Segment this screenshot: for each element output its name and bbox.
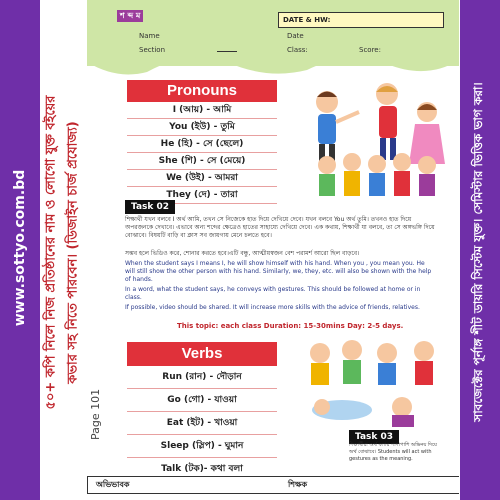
- worksheet-page: [87, 0, 459, 500]
- pronoun-item: She (শি) - সে (মেয়ে): [127, 153, 277, 170]
- verb-item: Go (গো) - যাওয়া: [127, 389, 277, 412]
- score-label: Score:: [359, 46, 381, 54]
- verbs-list: [127, 366, 277, 481]
- task-02-label: Task 02: [125, 200, 175, 214]
- verb-item: Sleep (স্লিপ) - ঘুমান: [127, 435, 277, 458]
- pronoun-item: I (আয়) - আমি: [127, 102, 277, 119]
- kids-group-illustration: [312, 150, 442, 200]
- task-02-english-instructions-3: If possible, video should be shared. It will increase more skills with the advice of friends, relatives.: [125, 304, 420, 311]
- task-02-english-instructions-2: In a word, what the student says, he conveys with gestures. This should be followed at home or in class.: [125, 286, 421, 301]
- kids-actions-illustration: [302, 335, 447, 430]
- date-label: Date: [287, 32, 304, 40]
- verbs-title: Verbs: [127, 342, 277, 366]
- name-label: Name: [139, 32, 160, 40]
- section-label: Section: [139, 46, 166, 54]
- section-blank-line: [217, 51, 237, 52]
- right-promo-text: সাবজেক্টের পূর্নাঙ্গ শীট ডায়রি সিস্টেম যুক্ত। সেমিস্টার ভিত্তিক ভাগ করা।: [471, 82, 485, 422]
- verb-item: Talk (টক)- কথা বলা: [127, 458, 277, 481]
- signature-footer: [87, 476, 459, 494]
- task-03-instructions: শিক্ষার্থীরা অর্থ বলার পাশাপাশি অভিনয় দিয়ে অর্থ বোঝাবে। Students will act with gestures as the meaning.: [349, 442, 437, 462]
- verb-item: Eat (ইট) - খাওয়া: [127, 412, 277, 435]
- teacher-label: শিক্ষক: [288, 480, 308, 489]
- promo-line-2: কভার সহ নিতে পারবেন। (ডিজাইন চার্জ প্রযোজ্য): [65, 121, 81, 384]
- page-number: Page 101: [89, 388, 102, 440]
- pronoun-item: You (ইউ) - তুমি: [127, 119, 277, 136]
- class-label: Class:: [287, 46, 308, 54]
- pronouns-title: Pronouns: [127, 80, 277, 102]
- task-03-label: Task 03: [349, 430, 399, 444]
- website-url[interactable]: www.sottyo.com.bd: [12, 169, 28, 327]
- left-side-strip: [0, 0, 40, 500]
- pronoun-item: We (উই) - আমরা: [127, 170, 277, 187]
- task-02-bangla-instructions-2: সম্ভব হলে ভিডিও করে, শোনার করতে হবে।এটি বন্ধু, আত্মীয়স্বজন বেশ পরামর্শ আরো ছিল বাড়বে।: [125, 250, 360, 257]
- pronoun-item: They (দে) - তারা: [127, 187, 277, 204]
- guardian-label: অভিভাবক: [96, 480, 130, 489]
- pronoun-item: He (হি) - সে (ছেলে): [127, 136, 277, 153]
- task-02-bangla-instructions: শিক্ষার্থী যখন বলবে I অর্থ আমি, তখন সে নিজেকে হাত দিয়ে দেখিয়ে দেবে। যখন বলবে You অর্থ তুমি। তখনও হাত দিয়ে অপরজনকে দেখাবে। এভাবে অন্য শব্দের ক্ষেত্রেও হাতের সাহায্যে দেখিয়ে দেবে। এক কথায়, শিক্ষার্থী যা বলবে, তা সে অঙ্গভঙ্গি দিয়ে বোঝাবে। বিষয়টি বাড়ি বা ক্লাস সব জায়গায় মেনে চলতে হবে।: [125, 216, 435, 239]
- promo-line-1: ৫০+ কপি নিলে নিজ প্রতিষ্ঠানের নাম ও লোগো যুক্ত বইয়ের: [43, 95, 59, 410]
- topic-duration-note: This topic: each class Duration: 15-30mins Day: 2-5 days.: [177, 322, 404, 330]
- right-side-strip: [460, 0, 500, 500]
- publisher-logo: শ ব্দ ম: [117, 10, 143, 22]
- pronouns-list: [127, 102, 277, 204]
- promo-banner: [40, 0, 85, 500]
- verb-item: Run (রান) - দৌড়ান: [127, 366, 277, 389]
- date-hw-box: DATE & HW:: [278, 12, 444, 28]
- task-02-english-instructions: When the student says I means I, he will show himself with his hand. When you , you mean you. He will still show the other person with his hand. Similarly, we, they, etc. will also be shown with the help of hands.: [125, 260, 432, 283]
